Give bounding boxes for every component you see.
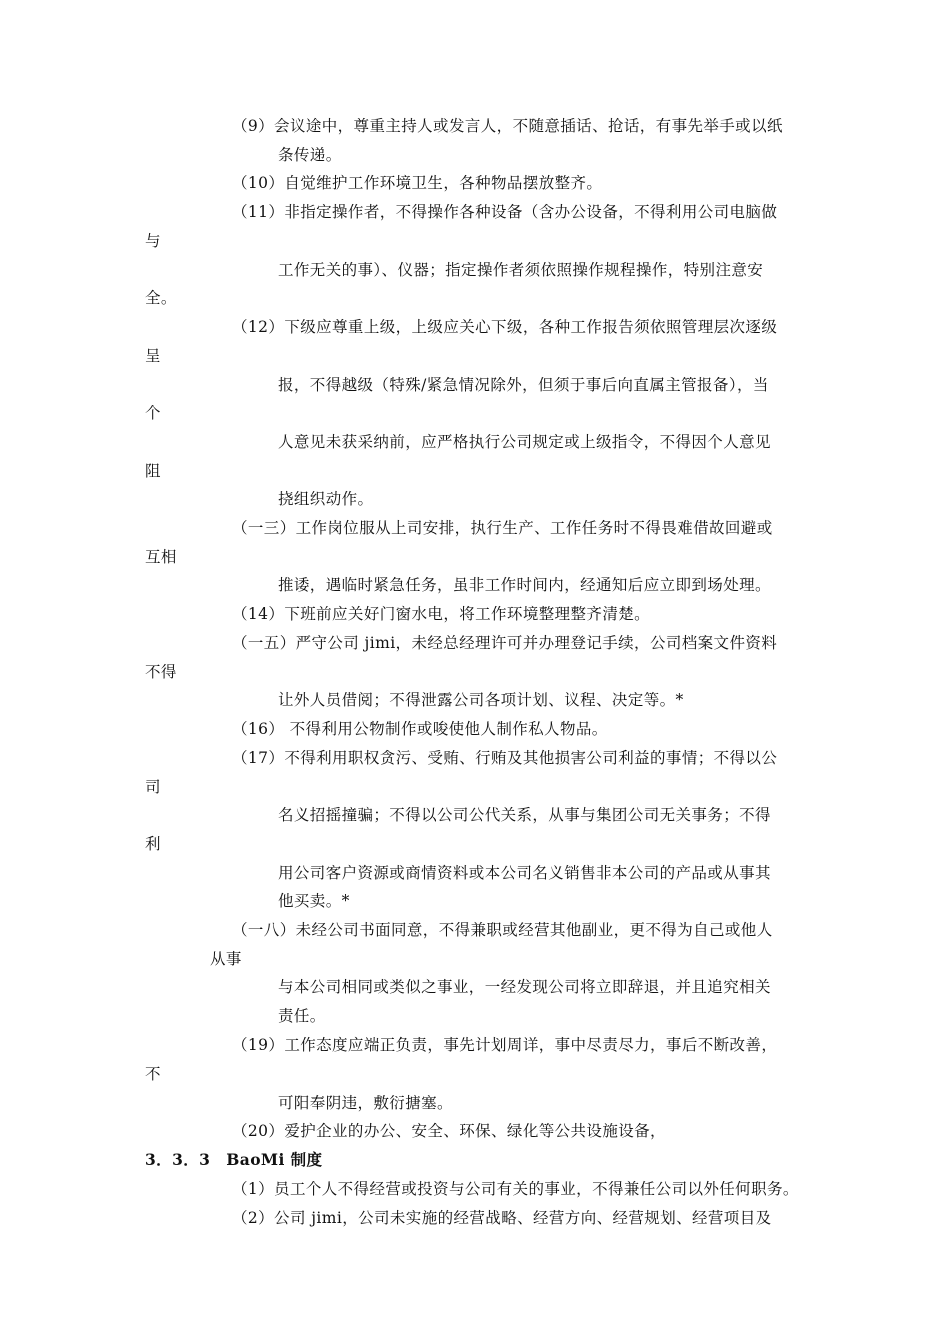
- item-13-line-2: 推诿，遇临时紧急任务，虽非工作时间内，经通知后应立即到场处理。: [278, 576, 771, 594]
- item-17-line-4: 他买卖。*: [278, 892, 350, 910]
- secrecy-item-1: （1）员工个人不得经营或投资与公司有关的事业，不得兼任公司以外任何职务。: [232, 1180, 799, 1198]
- item-19-line-2: 可阳奉阴违，敷衍搪塞。: [278, 1094, 453, 1112]
- item-13-line-1: （一三）工作岗位服从上司安排，执行生产、工作任务时不得畏难借故回避或: [232, 519, 773, 537]
- item-19-fragment-1: 不: [145, 1065, 161, 1083]
- item-20: （20）爱护企业的办公、安全、环保、绿化等公共设施设备，: [232, 1122, 666, 1140]
- item-14: （14）下班前应关好门窗水电，将工作环境整理整齐清楚。: [232, 605, 651, 623]
- secrecy-item-2: （2）公司 jimi，公司未实施的经营战略、经营方向、经营规划、经营项目及: [232, 1209, 772, 1227]
- section-heading: 3．3．3 BaoMi 制度: [145, 1150, 323, 1169]
- item-13-fragment-1: 互相: [145, 548, 177, 566]
- item-17-line-2: 名义招摇撞骗；不得以公司公代关系，从事与集团公司无关事务；不得: [278, 806, 771, 824]
- item-18-line-1: （一八）未经公司书面同意，不得兼职或经营其他副业，更不得为自己或他人: [232, 921, 773, 939]
- item-9-line-1: （9）会议途中，尊重主持人或发言人，不随意插话、抢话，有事先举手或以纸: [232, 117, 783, 135]
- item-12-line-2: 报，不得越级（特殊/紧急情况除外，但须于事后向直属主管报备），当: [278, 376, 769, 394]
- item-11-fragment-1: 与: [145, 232, 161, 250]
- item-12-fragment-3: 阻: [145, 462, 161, 480]
- item-11-line-2: 工作无关的事）、仪器；指定操作者须依照操作规程操作，特别注意安: [278, 261, 764, 279]
- item-12-fragment-2: 个: [145, 404, 161, 422]
- item-10: （10）自觉维护工作环境卫生，各种物品摆放整齐。: [232, 174, 603, 192]
- item-18-line-3: 责任。: [278, 1007, 326, 1025]
- item-11-fragment-2: 全。: [145, 289, 177, 307]
- item-17-line-3: 用公司客户资源或商情资料或本公司名义销售非本公司的产品或从事其: [278, 864, 771, 882]
- item-9-line-2: 条传递。: [278, 146, 342, 164]
- item-17-line-1: （17）不得利用职权贪污、受贿、行贿及其他损害公司利益的事情；不得以公: [232, 749, 778, 767]
- item-12-line-4: 挠组织动作。: [278, 490, 374, 508]
- item-12-line-1: （12）下级应尊重上级，上级应关心下级，各种工作报告须依照管理层次逐级: [232, 318, 778, 336]
- item-15-fragment-1: 不得: [145, 663, 177, 681]
- item-12-fragment-1: 呈: [145, 347, 161, 365]
- item-18-fragment-1: 从事: [210, 950, 242, 968]
- item-17-fragment-2: 利: [145, 835, 161, 853]
- item-17-fragment-1: 司: [145, 778, 161, 796]
- item-15-line-1: （一五）严守公司 jimi，未经总经理许可并办理登记手续，公司档案文件资料: [232, 634, 778, 652]
- item-15-line-2: 让外人员借阅；不得泄露公司各项计划、议程、决定等。*: [278, 691, 684, 709]
- item-18-line-2: 与本公司相同或类似之事业，一经发现公司将立即辞退，并且追究相关: [278, 978, 771, 996]
- item-16: （16） 不得利用公物制作或唆使他人制作私人物品。: [232, 720, 608, 738]
- item-12-line-3: 人意见未获采纳前，应严格执行公司规定或上级指令，不得因个人意见: [278, 433, 771, 451]
- item-11-line-1: （11）非指定操作者，不得操作各种设备（含办公设备，不得利用公司电脑做: [232, 203, 778, 221]
- item-19-line-1: （19）工作态度应端正负责，事先计划周详，事中尽责尽力，事后不断改善，: [232, 1036, 778, 1054]
